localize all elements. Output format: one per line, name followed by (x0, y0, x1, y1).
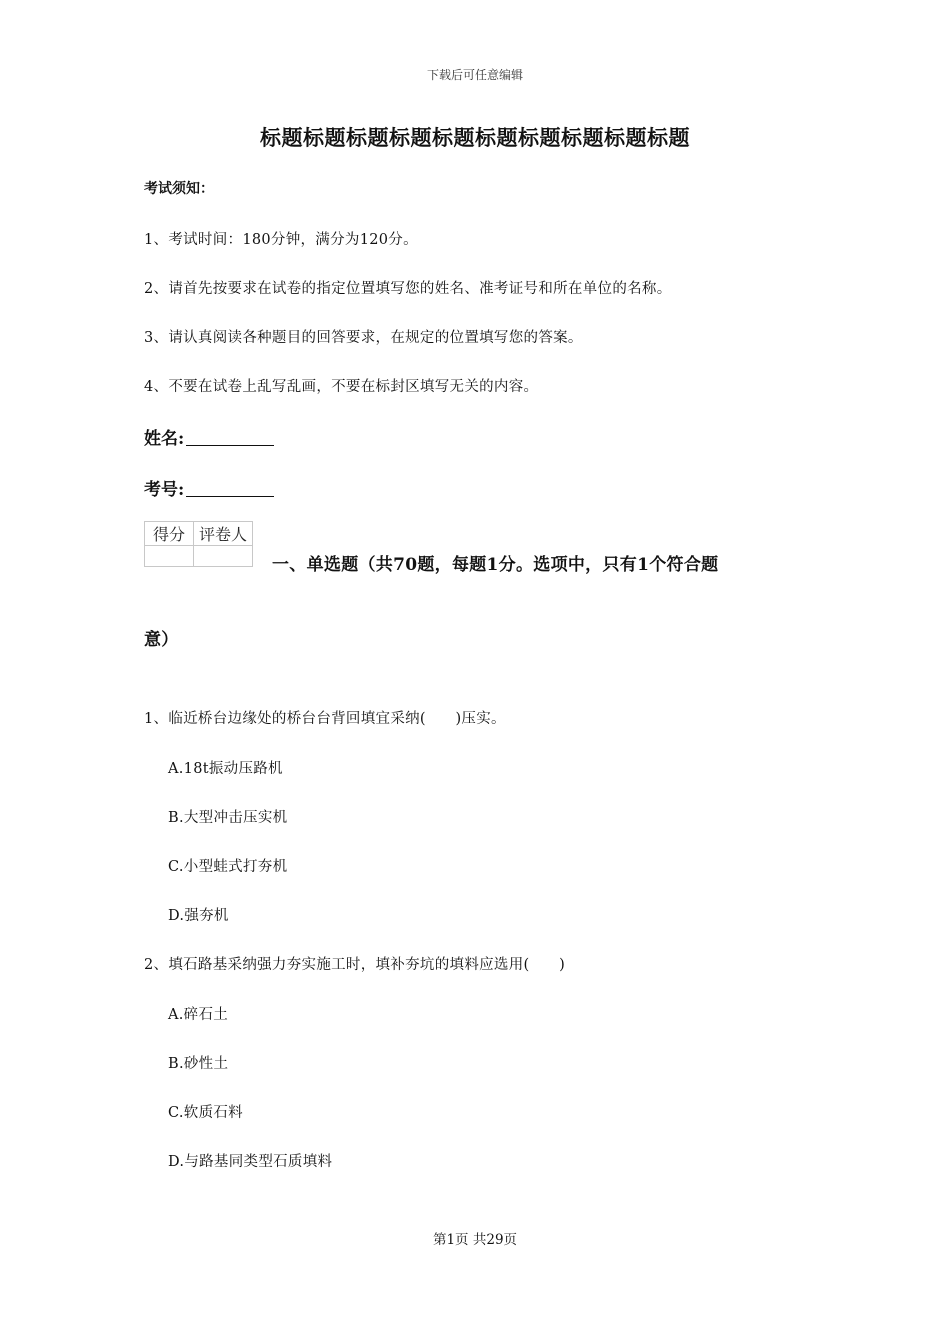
section-heading-line1: 一、单选题（共70题，每题1分。选项中，只有1个符合题 (272, 555, 719, 575)
section-heading-line2: 意） (144, 630, 179, 650)
question-1-stem: 1、临近桥台边缘处的桥台台背回填宜采纳( )压实。 (144, 711, 506, 727)
notice-rule-4: 4、不要在试卷上乱写乱画，不要在标封区填写无关的内容。 (144, 379, 539, 395)
score-header: 得分 (145, 522, 194, 546)
question-2-option-c[interactable]: C.软质石料 (168, 1105, 243, 1121)
grader-header: 评卷人 (194, 522, 253, 546)
question-1-option-d[interactable]: D.强夯机 (168, 908, 229, 924)
document-title: 标题标题标题标题标题标题标题标题标题标题 (260, 125, 690, 150)
question-1-option-b[interactable]: B.大型冲击压实机 (168, 810, 288, 826)
score-table (144, 521, 253, 567)
grader-cell (194, 546, 253, 567)
exam-id-field (144, 475, 274, 500)
notice-heading: 考试须知： (144, 181, 214, 197)
question-2-stem: 2、填石路基采纳强力夯实施工时，填补夯坑的填料应选用( ) (144, 957, 566, 973)
header-note: 下载后可任意编辑 (426, 68, 523, 82)
notice-rule-2: 2、请首先按要求在试卷的指定位置填写您的姓名、准考证号和所在单位的名称。 (144, 281, 672, 297)
score-cell (145, 546, 194, 567)
question-1-option-a[interactable]: A.18t振动压路机 (168, 761, 283, 777)
exam-id-label: 考号: (144, 480, 185, 500)
question-2-option-a[interactable]: A.碎石土 (168, 1007, 229, 1023)
name-field (144, 424, 274, 449)
page-footer: 第1页 共29页 (432, 1232, 518, 1248)
question-2-option-b[interactable]: B.砂性土 (168, 1056, 229, 1072)
notice-rule-3: 3、请认真阅读各种题目的回答要求，在规定的位置填写您的答案。 (144, 330, 583, 346)
name-blank[interactable] (186, 429, 274, 446)
name-label: 姓名: (144, 429, 185, 449)
question-2-option-d[interactable]: D.与路基同类型石质填料 (168, 1154, 333, 1170)
question-1-option-c[interactable]: C.小型蛙式打夯机 (168, 859, 288, 875)
notice-rule-1: 1、考试时间：180分钟，满分为120分。 (144, 232, 418, 248)
exam-id-blank[interactable] (186, 480, 274, 497)
